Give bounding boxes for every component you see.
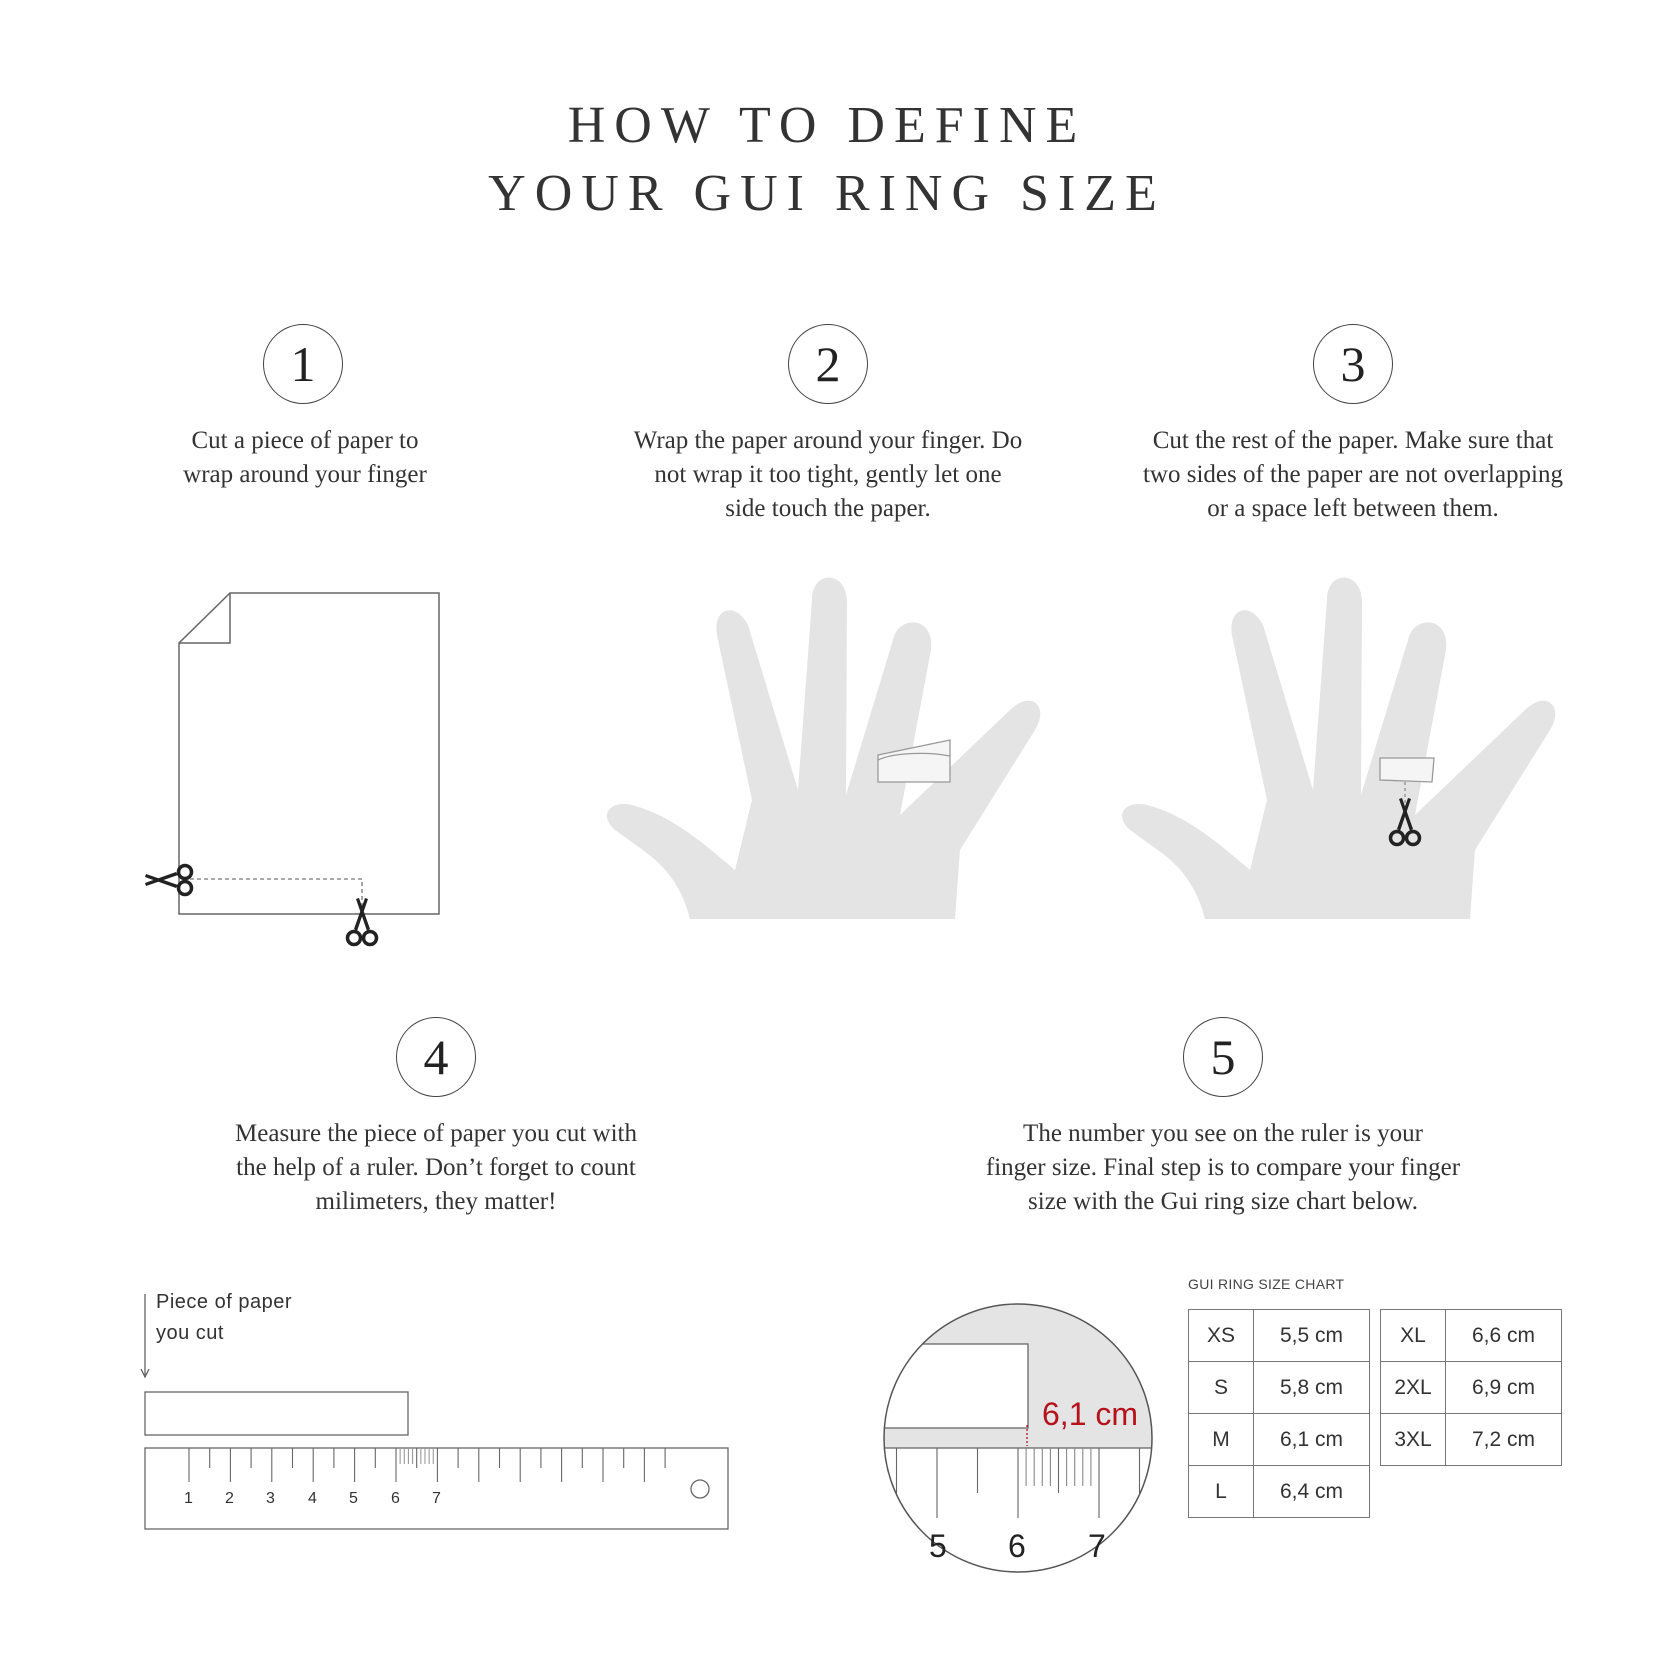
paper-strip: [145, 1392, 408, 1435]
step-4-number: 4: [396, 1017, 476, 1097]
size-cell: 2XL: [1381, 1362, 1446, 1414]
table-row: [1189, 1310, 1370, 1362]
ruler-number: 6: [391, 1490, 400, 1507]
step-5-number: 5: [1183, 1017, 1263, 1097]
ruler-icon: [145, 1448, 728, 1529]
value-cell: 6,1 cm: [1254, 1414, 1370, 1466]
table-row: [1381, 1414, 1562, 1466]
table-row: [1189, 1362, 1370, 1414]
value-cell: 6,4 cm: [1254, 1466, 1370, 1518]
hand-icon: [1122, 578, 1555, 920]
step-2-text: Wrap the paper around your finger. Do not wrap it too tight, gently let one side touch the paper.: [633, 427, 1023, 522]
ruler-number: 1: [184, 1490, 193, 1507]
size-cell: S: [1189, 1362, 1254, 1414]
title-line-2: YOUR GUI RING SIZE: [488, 165, 1166, 222]
table-row: [1381, 1310, 1562, 1362]
hand-icon: [607, 578, 1040, 920]
table-row: [1381, 1362, 1562, 1414]
table-row: [1189, 1466, 1370, 1518]
value-cell: 6,6 cm: [1446, 1310, 1562, 1362]
value-cell: 6,9 cm: [1446, 1362, 1562, 1414]
measurement-label: 6,1 cm: [1042, 1396, 1139, 1432]
step-1-number: 1: [263, 324, 343, 404]
step-1-text: Cut a piece of paper to wrap around your finger: [183, 427, 427, 488]
value-cell: 5,8 cm: [1254, 1362, 1370, 1414]
zoom-number: 7: [1088, 1528, 1106, 1564]
size-chart-table-right: [1380, 1309, 1562, 1466]
ruler-number: 2: [225, 1490, 234, 1507]
size-cell: L: [1189, 1466, 1254, 1518]
step-2-number: 2: [788, 324, 868, 404]
size-chart-table-left: [1188, 1309, 1370, 1518]
paper-sheet-icon: [179, 593, 439, 914]
step-3-number: 3: [1313, 324, 1393, 404]
step-3-text: Cut the rest of the paper. Make sure that two sides of the paper are not overlapping or a space left between them.: [1142, 427, 1563, 522]
value-cell: 5,5 cm: [1254, 1310, 1370, 1362]
ruler-number: 4: [308, 1490, 317, 1507]
title-line-1: HOW TO DEFINE: [567, 97, 1087, 154]
step-5-text: The number you see on the ruler is your finger size. Final step is to compare your finger size with the Gui ring size chart below.: [985, 1120, 1461, 1215]
ruler-number: 7: [432, 1490, 441, 1507]
size-cell: M: [1189, 1414, 1254, 1466]
ruler-number: 3: [266, 1490, 275, 1507]
size-cell: XL: [1381, 1310, 1446, 1362]
paper-label-arrow: [141, 1294, 149, 1377]
step-4-text: Measure the piece of paper you cut with the help of a ruler. Don’t forget to count milimeters, they matter!: [235, 1120, 637, 1215]
zoom-numbers: [884, 1522, 1152, 1572]
size-cell: 3XL: [1381, 1414, 1446, 1466]
value-cell: 7,2 cm: [1446, 1414, 1562, 1466]
zoom-number: 5: [929, 1528, 947, 1564]
paper-label: Piece of paper you cut: [156, 1291, 292, 1344]
ruler-number: 5: [349, 1490, 358, 1507]
zoom-number: 6: [1008, 1528, 1026, 1564]
size-cell: XS: [1189, 1310, 1254, 1362]
size-chart-title: GUI RING SIZE CHART: [1188, 1276, 1345, 1292]
table-row: [1189, 1414, 1370, 1466]
